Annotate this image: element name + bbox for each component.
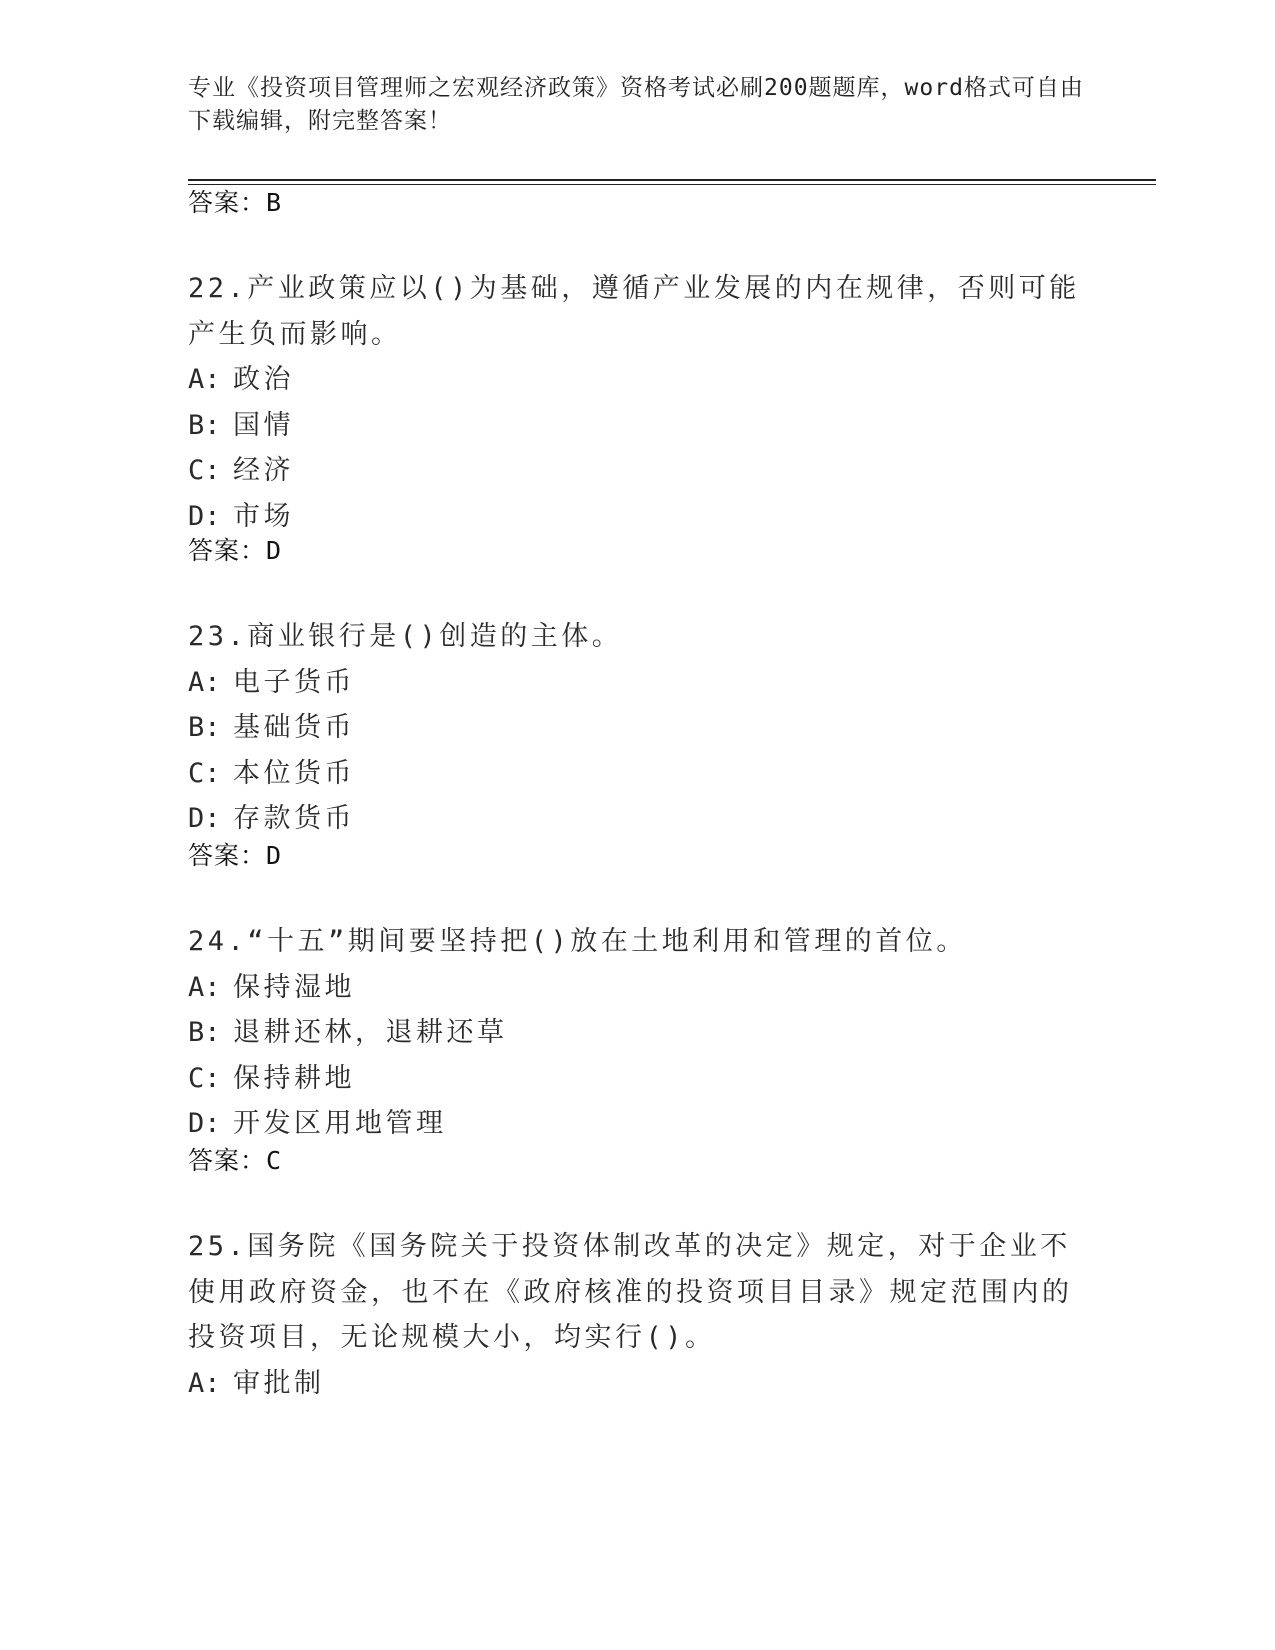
option-a [188,965,1088,1011]
answer-line-q21 [188,186,282,220]
answer-label: 答案： [188,841,267,870]
question-stem: 22.产业政策应以()为基础，遵循产业发展的内在规律，否则可能产生负而影响。 [188,273,1080,350]
option-a [188,1361,1088,1407]
answer-label: 答案： [188,1146,267,1175]
option-b [188,403,1088,449]
option-text: 本位货币 [233,757,355,789]
answer-label: 答案： [188,536,267,565]
option-letter: D: [188,500,221,532]
option-letter: B: [188,712,221,743]
answer-line-q24 [188,1144,282,1178]
option-b [188,705,1088,751]
option-letter: A: [188,666,221,698]
option-letter: A: [188,364,221,395]
option-letter: D: [188,1108,221,1139]
option-text: 审批制 [233,1367,325,1399]
option-letter: A: [188,971,221,1003]
option-text: 电子货币 [233,666,355,698]
option-letter: A: [188,1367,221,1399]
question-23 [188,614,1088,842]
option-text: 保持湿地 [233,971,355,1003]
option-text: 基础货币 [233,712,355,743]
question-24 [188,919,1088,1147]
option-letter: C: [188,1062,221,1094]
option-a [188,357,1088,403]
option-text: 经济 [233,455,294,486]
document-header: 专业《投资项目管理师之宏观经济政策》资格考试必刷200题题库，word格式可自由下载编辑，附完整答案！ [188,75,1084,134]
option-d [188,1101,1088,1147]
option-text: 保持耕地 [233,1062,355,1094]
option-a [188,660,1088,706]
option-text: 开发区用地管理 [233,1108,447,1139]
option-letter: B: [188,1017,221,1048]
option-d [188,796,1088,842]
option-c [188,448,1088,494]
answer-value: B [266,188,283,217]
answer-line-q23 [188,839,282,873]
option-letter: D: [188,803,221,834]
option-b [188,1010,1088,1056]
answer-value: D [266,536,283,565]
option-c [188,1056,1088,1102]
option-c [188,751,1088,797]
option-text: 存款货币 [233,803,355,834]
option-letter: C: [188,455,221,486]
question-stem: 25.国务院《国务院关于投资体制改革的决定》规定，对于企业不使用政府资金，也不在《政府核准的投资项目目录》规定范围内的投资项目，无论规模大小，均实行()。 [188,1231,1073,1353]
option-text: 国情 [233,409,294,441]
option-d [188,494,1088,540]
option-text: 政治 [233,364,294,395]
option-text: 市场 [233,500,294,532]
option-letter: B: [188,409,221,441]
answer-value: D [266,841,283,870]
answer-value: C [266,1146,283,1175]
option-letter: C: [188,757,221,789]
question-25 [188,1224,1088,1406]
header-divider-thin [188,184,1156,185]
header-divider [188,179,1156,181]
answer-label: 答案： [188,188,267,217]
answer-line-q22 [188,534,282,568]
option-text: 退耕还林，退耕还草 [233,1017,508,1048]
question-stem: 23.商业银行是()创造的主体。 [188,621,623,652]
question-22 [188,266,1088,539]
question-stem: 24.“十五”期间要坚持把()放在土地利用和管理的首位。 [188,926,967,957]
